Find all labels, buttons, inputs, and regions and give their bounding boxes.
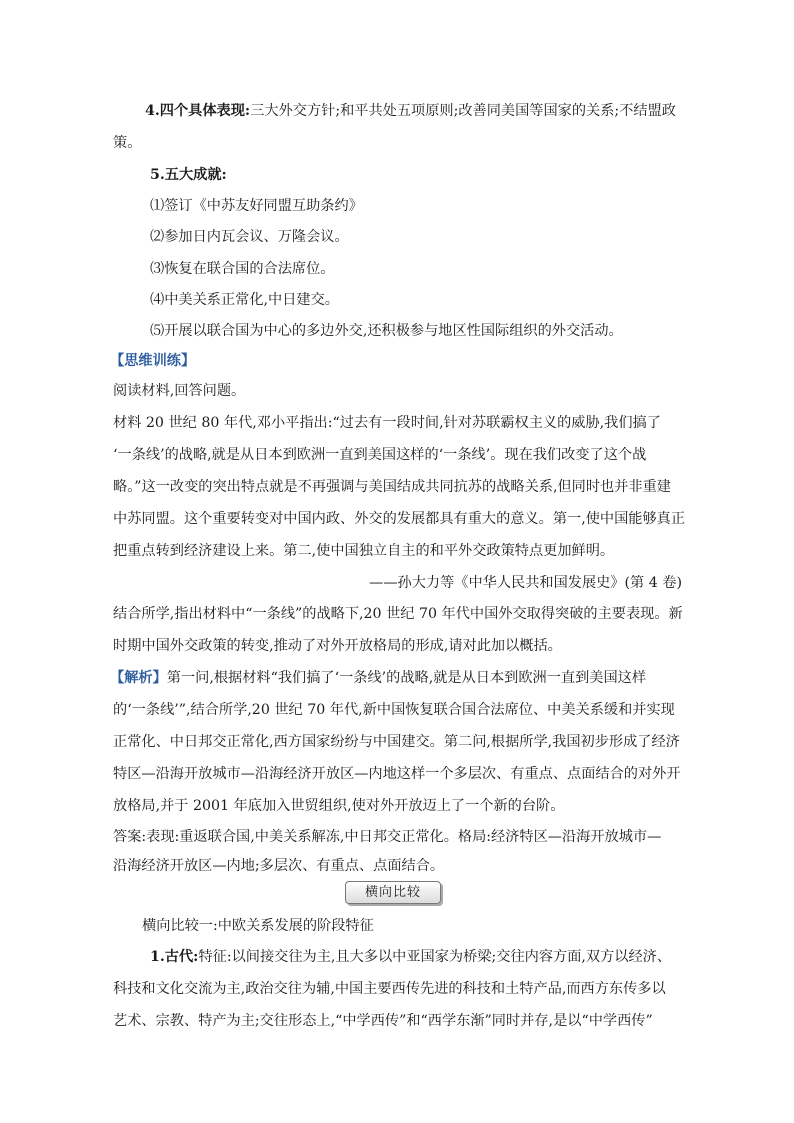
- section-4-line-1: [145, 101, 676, 121]
- answer-line: 沿海经济开放区—内地;多层次、有重点、点面结合。: [113, 858, 445, 874]
- analysis-line: 特区—沿海开放城市—沿海经济开放区—内地这样一个多层次、有重点、点面结合的对外开: [113, 766, 681, 782]
- material-line: ‘一条线’的战略,就是从日本到欧洲一直到美国这样的‘一条线’。现在我们改变了这个战: [113, 447, 647, 463]
- comparison-line-1: [150, 947, 671, 967]
- material-line: 略。”这一改变的突出特点就是不再强调与美国结成共同抗苏的战略关系,但同时也并非重建: [113, 479, 671, 495]
- training-label: 【思维训练】: [110, 353, 196, 369]
- material-line: 把重点转到经济建设上来。第二,使中国独立自主的和平外交政策特点更加鲜明。: [113, 543, 615, 559]
- section-4-line-2: 策。: [113, 135, 142, 151]
- section-4-text: 三大外交方针;和平共处五项原则;改善同美国等国家的关系;不结盟政: [250, 103, 676, 119]
- section-4-heading: 4.四个具体表现:: [145, 103, 251, 119]
- analysis-label: 【解析】: [110, 670, 167, 686]
- answer-line: 答案:表现:重返联合国,中美关系解冻,中日邦交正常化。格局:经济特区—沿海开放城市—: [113, 829, 662, 845]
- section-5-heading: 5.五大成就:: [150, 167, 227, 183]
- question-line: 结合所学,指出材料中“一条线”的战略下,20 世纪 70 年代中国外交取得突破的主要表现。新: [113, 606, 683, 622]
- comparison-heading: 1.古代:: [150, 949, 199, 965]
- analysis-line-1: [110, 668, 646, 688]
- achievement-item: ⑷中美关系正常化,中日建交。: [150, 292, 339, 308]
- training-instruction: 阅读材料,回答问题。: [113, 383, 246, 399]
- analysis-text: 第一问,根据材料“我们搞了‘一条线’的战略,就是从日本到欧洲一直到美国这样: [166, 670, 647, 686]
- comparison-line: 艺术、宗教、特产为主;交往形态上,“中学西传”和“西学东渐”同时并存,是以“中学西传”: [113, 1013, 653, 1029]
- comparison-text: 特征:以间接交往为主,且大多以中亚国家为桥梁;交往内容方面,双方以经济、: [198, 949, 672, 965]
- achievement-item: ⑴签订《中苏友好同盟互助条约》: [150, 198, 363, 214]
- comparison-line: 科技和文化交流为主,政治交往为辅,中国主要西传先进的科技和土特产品,而西方东传多以: [113, 981, 666, 997]
- section-tab-label: 横向比较: [345, 881, 441, 904]
- achievement-item: ⑸开展以联合国为中心的多边外交,还积极参与地区性国际组织的外交活动。: [150, 323, 623, 339]
- material-line: 中苏同盟。这个重要转变对中国内政、外交的发展都具有重大的意义。第一,使中国能够真正: [113, 511, 686, 527]
- achievement-item: ⑵参加日内瓦会议、万隆会议。: [150, 229, 349, 245]
- analysis-line: 正常化、中日邦交正常化,西方国家纷纷与中国建交。第二问,根据所学,我国初步形成了经济: [113, 734, 680, 750]
- question-line: 时期中国外交政策的转变,推动了对外开放格局的形成,请对此加以概括。: [113, 638, 562, 654]
- material-source: ——孙大力等《中华人民共和国发展史》(第 4 卷): [369, 575, 682, 591]
- analysis-line: 放格局,并于 2001 年底加入世贸组织,使对外开放迈上了一个新的台阶。: [113, 798, 565, 814]
- achievement-item: ⑶恢复在联合国的合法席位。: [150, 261, 335, 277]
- analysis-line: 的‘一条线’”,结合所学,20 世纪 70 年代,新中国恢复联合国合法席位、中美关系缓和并实现: [113, 702, 675, 718]
- comparison-title: 横向比较一:中欧关系发展的阶段特征: [142, 918, 374, 934]
- material-line: 材料 20 世纪 80 年代,邓小平指出:“过去有一段时间,针对苏联霸权主义的威胁,我们搞了: [113, 415, 661, 431]
